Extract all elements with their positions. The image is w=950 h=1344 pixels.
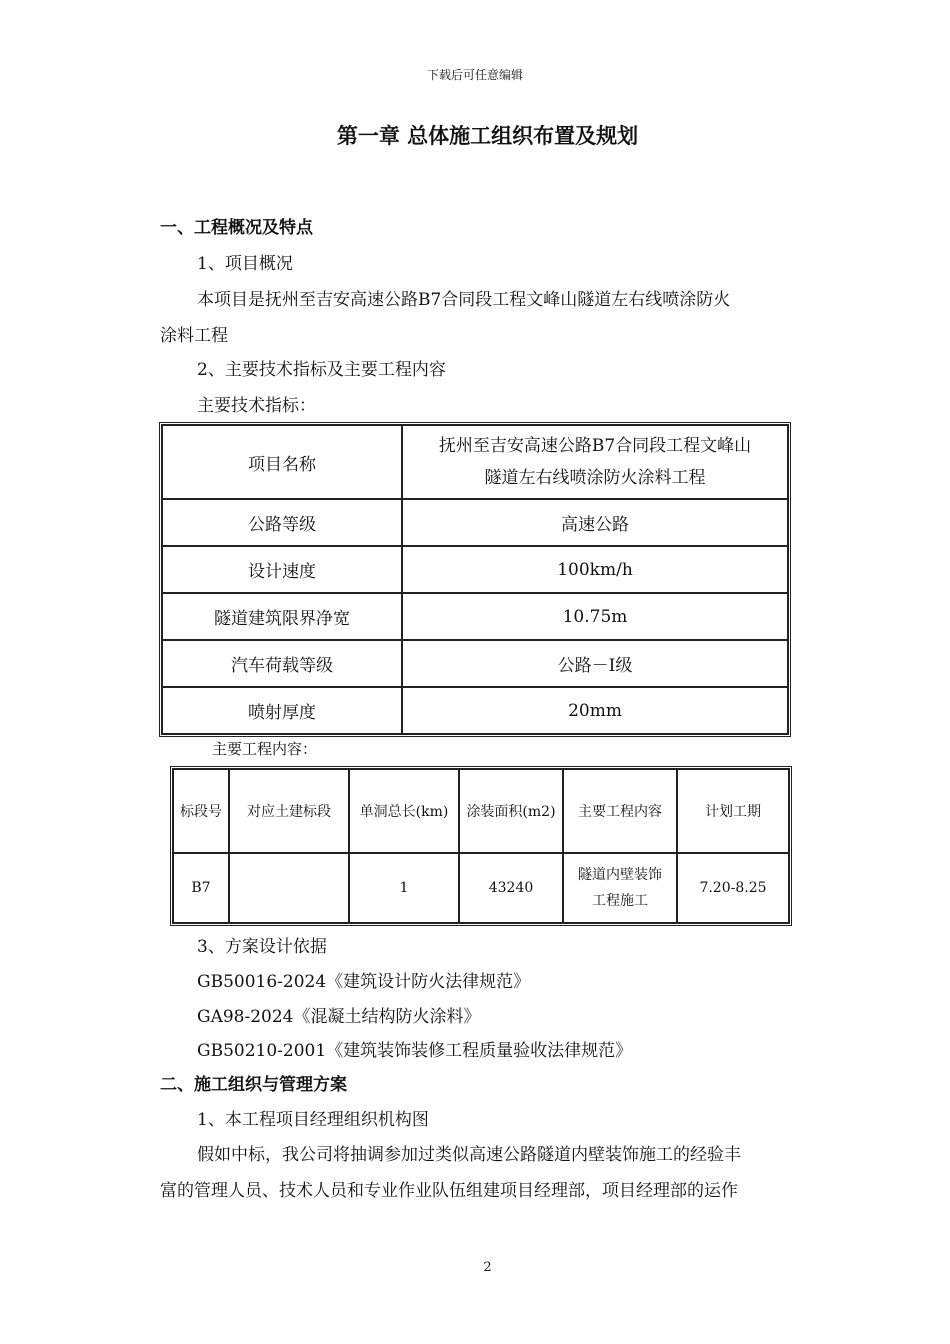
reference-item: GA98-2024《混凝土结构防火涂料》	[197, 1007, 481, 1027]
table-row	[173, 853, 789, 923]
tech-key: 喷射厚度	[162, 687, 402, 734]
subheading-org-chart: 1、本工程项目经理组织机构图	[197, 1110, 429, 1130]
tech-key: 项目名称	[162, 425, 402, 499]
cell-civil-section	[229, 853, 349, 923]
table-header-row	[173, 769, 789, 853]
column-header: 计划工期	[677, 769, 789, 853]
column-header: 主要工程内容	[563, 769, 677, 853]
subheading-tech-indicators: 2、主要技术指标及主要工程内容	[197, 360, 446, 380]
tech-key: 公路等级	[162, 499, 402, 546]
column-header: 标段号	[173, 769, 229, 853]
works-table	[170, 766, 792, 926]
section-heading-management: 二、施工组织与管理方案	[160, 1075, 347, 1095]
cell-content-line: 隧道内壁装饰	[578, 867, 662, 883]
section-heading-overview: 一、工程概况及特点	[160, 218, 313, 238]
cell-content	[563, 853, 677, 923]
page-header: 下载后可任意编辑	[426, 68, 523, 82]
tech-value: 10.75m	[402, 593, 788, 640]
subheading-design-basis: 3、方案设计依据	[197, 937, 327, 957]
page-number: 2	[483, 1260, 492, 1275]
tech-value	[402, 425, 788, 499]
table-row	[162, 687, 788, 734]
cell-area: 43240	[459, 853, 563, 923]
tech-key: 隧道建筑限界净宽	[162, 593, 402, 640]
management-text-line2: 富的管理人员、技术人员和专业作业队伍组建项目经理部，项目经理部的运作	[160, 1181, 738, 1201]
overview-text-line1: 本项目是抚州至吉安高速公路B7合同段工程文峰山隧道左右线喷涂防火	[197, 290, 731, 310]
tech-value: 20mm	[402, 687, 788, 734]
column-header: 涂装面积(m2)	[459, 769, 563, 853]
table-row	[162, 546, 788, 593]
tech-value: 高速公路	[402, 499, 788, 546]
table-row	[162, 425, 788, 499]
works-table-label: 主要工程内容：	[212, 740, 318, 758]
tech-indicators-table	[159, 422, 791, 737]
tech-value-line: 抚州至吉安高速公路B7合同段工程文峰山	[438, 436, 752, 456]
tech-value: 公路－I级	[402, 640, 788, 687]
cell-period: 7.20-8.25	[677, 853, 789, 923]
column-header: 单洞总长(km)	[349, 769, 459, 853]
cell-length: 1	[349, 853, 459, 923]
tech-key: 汽车荷载等级	[162, 640, 402, 687]
cell-content-line: 工程施工	[592, 893, 648, 909]
tech-key: 设计速度	[162, 546, 402, 593]
overview-text-line2: 涂料工程	[160, 326, 228, 346]
cell-section-no: B7	[173, 853, 229, 923]
table-row	[162, 640, 788, 687]
table-row	[162, 499, 788, 546]
tech-value-line: 隧道左右线喷涂防火涂料工程	[484, 468, 706, 488]
management-text-line1: 假如中标，我公司将抽调参加过类似高速公路隧道内壁装饰施工的经验丰	[197, 1145, 741, 1165]
subheading-project-overview: 1、项目概况	[197, 254, 293, 274]
reference-item: GB50016-2024《建筑设计防火法律规范》	[197, 972, 531, 992]
column-header: 对应土建标段	[229, 769, 349, 853]
chapter-title: 第一章 总体施工组织布置及规划	[336, 124, 639, 148]
tech-value: 100km/h	[402, 546, 788, 593]
reference-item: GB50210-2001《建筑装饰装修工程质量验收法律规范》	[197, 1041, 633, 1061]
table-row	[162, 593, 788, 640]
tech-table-label: 主要技术指标：	[197, 396, 316, 416]
